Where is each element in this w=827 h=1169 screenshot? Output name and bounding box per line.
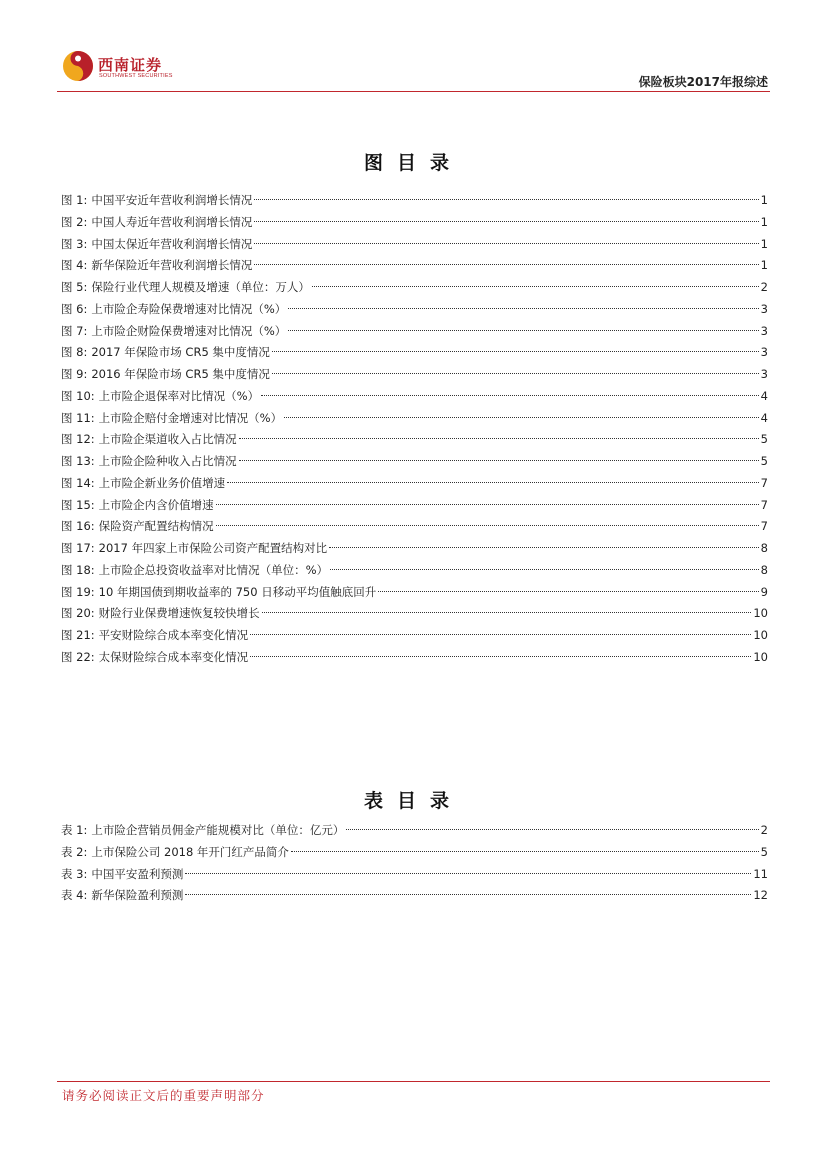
toc-entry-page: 7 <box>760 497 768 512</box>
toc-entry-title: 2017 年四家上市保险公司资产配置结构对比 <box>98 541 328 555</box>
toc-entry-label: 图 6: <box>61 301 88 316</box>
figure-list-entry[interactable] <box>61 473 768 495</box>
dot-leader <box>284 417 759 418</box>
toc-entry-page: 1 <box>760 214 768 229</box>
toc-entry-title: 新华保险近年营收利润增长情况 <box>91 258 253 273</box>
toc-entry-title: 10 年期国债到期收益率的 750 日移动平均值触底回升 <box>98 584 377 599</box>
toc-entry-page: 5 <box>760 454 768 468</box>
toc-entry-title: 上市保险公司 2018 年开门红产品简介 <box>91 844 289 859</box>
dot-leader <box>330 569 759 570</box>
table-list <box>61 820 768 907</box>
figure-list-entry[interactable] <box>61 451 768 473</box>
toc-entry-label: 图 4: <box>61 258 88 273</box>
toc-entry-page: 10 <box>753 606 768 621</box>
figure-list-entry[interactable] <box>61 386 768 408</box>
table-list-entry[interactable] <box>61 885 768 907</box>
toc-entry-label: 图 12: <box>61 432 95 447</box>
toc-entry-label: 表 1: <box>61 823 88 837</box>
figure-list-entry[interactable] <box>61 234 768 256</box>
toc-entry-page: 1 <box>760 193 768 207</box>
toc-entry-title: 保险行业代理人规模及增速（单位：万人） <box>91 280 310 294</box>
dot-leader <box>227 482 759 483</box>
toc-entry-title: 上市险企退保率对比情况（%） <box>98 388 260 403</box>
toc-entry-page: 4 <box>760 410 768 425</box>
figure-list-entry[interactable] <box>61 321 768 343</box>
toc-entry-page: 5 <box>760 432 768 447</box>
toc-entry-title: 上市险企总投资收益率对比情况（单位：%） <box>98 562 329 577</box>
toc-entry-title: 财险行业保费增速恢复较快增长 <box>98 606 260 621</box>
dot-leader <box>216 525 759 526</box>
toc-entry-page: 12 <box>753 888 768 903</box>
figure-list-entry[interactable] <box>61 516 768 538</box>
dot-leader <box>254 264 758 265</box>
toc-entry-page: 10 <box>753 649 768 664</box>
logo-english-name: SOUTHWEST SECURITIES <box>99 73 173 79</box>
report-title: 保险板块2017年报综述 <box>638 75 768 89</box>
figure-list-entry[interactable] <box>61 190 768 212</box>
dot-leader <box>239 438 759 439</box>
toc-entry-label: 图 10: <box>61 388 95 403</box>
table-list-entry[interactable] <box>61 820 768 842</box>
toc-entry-label: 图 13: <box>61 454 95 468</box>
toc-entry-title: 上市险企营销员佣金产能规模对比（单位：亿元） <box>91 823 345 837</box>
dot-leader <box>254 243 758 244</box>
figure-list-entry[interactable] <box>61 495 768 517</box>
dot-leader <box>272 351 759 352</box>
toc-entry-title: 中国平安近年营收利润增长情况 <box>91 193 253 207</box>
dot-leader <box>312 286 759 287</box>
toc-entry-page: 2 <box>760 280 768 294</box>
toc-entry-page: 2 <box>760 823 768 837</box>
dot-leader <box>378 591 758 592</box>
toc-entry-label: 图 9: <box>61 367 88 381</box>
header-divider <box>57 91 770 92</box>
toc-entry-label: 图 19: <box>61 584 95 599</box>
toc-entry-label: 图 5: <box>61 280 88 294</box>
figure-list-entry[interactable] <box>61 429 768 451</box>
toc-entry-label: 图 8: <box>61 345 88 360</box>
figure-list-entry[interactable] <box>61 560 768 582</box>
toc-entry-page: 11 <box>753 866 768 881</box>
toc-entry-label: 表 3: <box>61 866 88 881</box>
toc-entry-page: 8 <box>760 562 768 577</box>
figure-list-entry[interactable] <box>61 538 768 560</box>
dot-leader <box>185 873 751 874</box>
figure-list-entry[interactable] <box>61 342 768 364</box>
toc-entry-label: 图 7: <box>61 323 88 338</box>
toc-entry-label: 表 2: <box>61 844 88 859</box>
figure-list-entry[interactable] <box>61 582 768 604</box>
dot-leader <box>288 308 758 309</box>
toc-entry-title: 中国太保近年营收利润增长情况 <box>91 236 253 251</box>
toc-entry-title: 太保财险综合成本率变化情况 <box>98 649 249 664</box>
toc-entry-page: 5 <box>760 844 768 859</box>
figure-list-entry[interactable] <box>61 647 768 669</box>
toc-entry-title: 2016 年保险市场 CR5 集中度情况 <box>91 367 270 381</box>
figure-list-entry[interactable] <box>61 277 768 299</box>
company-logo <box>62 50 172 86</box>
figure-list-entry[interactable] <box>61 255 768 277</box>
figure-list-entry[interactable] <box>61 603 768 625</box>
dot-leader <box>262 612 752 613</box>
toc-entry-page: 9 <box>760 584 768 599</box>
logo-chinese-name: 西南证券 <box>98 56 163 74</box>
toc-entry-title: 上市险企渠道收入占比情况 <box>98 432 237 447</box>
toc-entry-label: 图 17: <box>61 541 95 555</box>
dot-leader <box>291 851 759 852</box>
disclaimer-note: 请务必阅读正文后的重要声明部分 <box>62 1088 265 1103</box>
figure-list-entry[interactable] <box>61 212 768 234</box>
dot-leader <box>329 547 759 548</box>
dot-leader <box>261 395 759 396</box>
toc-entry-title: 新华保险盈利预测 <box>91 888 184 903</box>
dot-leader <box>216 504 759 505</box>
toc-entry-label: 图 1: <box>61 193 88 207</box>
toc-entry-title: 2017 年保险市场 CR5 集中度情况 <box>91 345 270 360</box>
toc-entry-page: 4 <box>760 388 768 403</box>
toc-entry-label: 图 22: <box>61 649 95 664</box>
toc-entry-label: 图 16: <box>61 519 95 534</box>
dot-leader <box>254 221 758 222</box>
dot-leader <box>346 829 758 830</box>
figure-list-entry[interactable] <box>61 625 768 647</box>
toc-entry-title: 平安财险综合成本率变化情况 <box>98 628 249 642</box>
toc-entry-label: 图 15: <box>61 497 95 512</box>
footer-divider <box>57 1081 770 1082</box>
toc-entry-title: 上市险企险种收入占比情况 <box>98 454 237 468</box>
figure-list-entry[interactable] <box>61 364 768 386</box>
toc-entry-label: 图 3: <box>61 236 88 251</box>
figure-list-entry[interactable] <box>61 408 768 430</box>
toc-entry-title: 中国平安盈利预测 <box>91 866 184 881</box>
toc-entry-title: 上市险企新业务价值增速 <box>98 475 226 490</box>
toc-entry-title: 上市险企财险保费增速对比情况（%） <box>91 323 287 338</box>
toc-entry-page: 3 <box>760 301 768 316</box>
toc-entry-title: 保险资产配置结构情况 <box>98 519 214 534</box>
dot-leader <box>185 894 751 895</box>
toc-entry-label: 图 14: <box>61 475 95 490</box>
toc-entry-label: 图 2: <box>61 214 88 229</box>
figure-list <box>61 190 768 669</box>
toc-entry-page: 3 <box>760 367 768 381</box>
toc-entry-page: 7 <box>760 475 768 490</box>
toc-entry-page: 3 <box>760 345 768 360</box>
toc-entry-page: 8 <box>760 541 768 555</box>
toc-entry-title: 上市险企赔付金增速对比情况（%） <box>98 410 283 425</box>
table-list-heading: 表目录 <box>363 790 463 812</box>
dot-leader <box>254 199 758 200</box>
dot-leader <box>250 634 751 635</box>
toc-entry-title: 上市险企内含价值增速 <box>98 497 214 512</box>
toc-entry-label: 图 11: <box>61 410 95 425</box>
toc-entry-page: 3 <box>760 323 768 338</box>
dot-leader <box>250 656 751 657</box>
logo-emblem-icon <box>62 50 94 82</box>
figure-list-heading: 图目录 <box>363 152 463 174</box>
dot-leader <box>239 460 759 461</box>
toc-entry-label: 图 20: <box>61 606 95 621</box>
table-list-entry[interactable] <box>61 864 768 886</box>
toc-entry-title: 中国人寿近年营收利润增长情况 <box>91 214 253 229</box>
toc-entry-label: 图 18: <box>61 562 95 577</box>
toc-entry-page: 1 <box>760 258 768 273</box>
toc-entry-page: 7 <box>760 519 768 534</box>
figure-list-entry[interactable] <box>61 299 768 321</box>
dot-leader <box>288 330 758 331</box>
toc-entry-page: 10 <box>753 628 768 642</box>
toc-entry-page: 1 <box>760 236 768 251</box>
toc-entry-label: 图 21: <box>61 628 95 642</box>
table-list-entry[interactable] <box>61 842 768 864</box>
dot-leader <box>272 373 759 374</box>
toc-entry-title: 上市险企寿险保费增速对比情况（%） <box>91 301 287 316</box>
toc-entry-label: 表 4: <box>61 888 88 903</box>
